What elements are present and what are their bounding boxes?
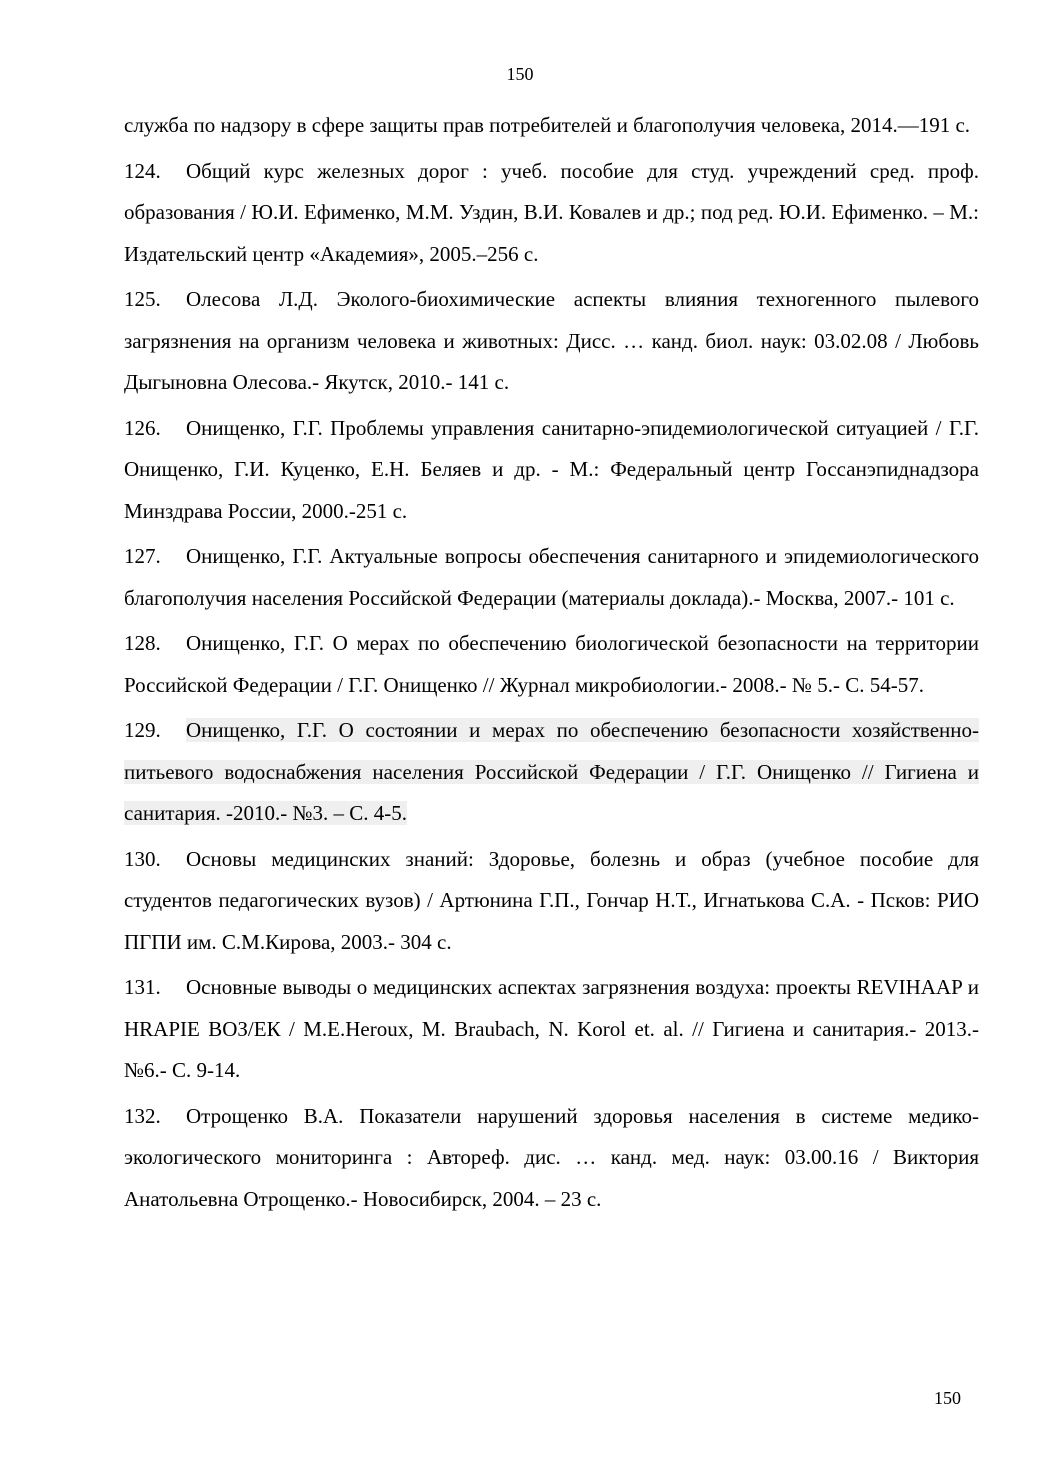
reference-item-128 [124, 623, 979, 706]
reference-item-129 [124, 710, 979, 835]
page-number-bottom: 150 [934, 1388, 961, 1408]
reference-item-127 [124, 536, 979, 619]
reference-number: 124. [124, 158, 161, 183]
reference-item-132 [124, 1096, 979, 1221]
reference-text: Олесова Л.Д. Эколого-биохимические аспекты влияния техногенного пылевого загрязнения на организм человека и животных: Дисс. … канд. биол. наук: 03.02.08 / Любовь Дыгыновна Олесова.- Якутск, 2010.- 141 с. [124, 287, 979, 394]
reference-number: 132. [124, 1103, 161, 1128]
reference-text: Онищенко, Г.Г. О мерах по обеспечению биологической безопасности на территории Российской Федерации / Г.Г. Онищенко // Журнал микробиологии.- 2008.- № 5.- С. 54-57. [124, 631, 979, 697]
reference-number: 128. [124, 631, 161, 655]
reference-item-126 [124, 408, 979, 533]
reference-list [124, 105, 979, 1224]
reference-text: Общий курс железных дорог : учеб. пособие для студ. учреждений сред. проф. образования / Ю.И. Ефименко, М.М. Уздин, В.И. Ковалев и др.; под ред. Ю.И. Ефименко. – М.: Издательский центр «Академия», 2005.–256 с. [124, 158, 979, 266]
reference-item-130 [124, 839, 979, 964]
reference-text-highlighted: Онищенко, Г.Г. О состоянии и мерах по обеспечению безопасности хозяйственно-питьевого водоснабжения населения Российской Федерации / Г.Г. Онищенко // Гигиена и санитария. -2010.- №3. – С. 4-5. [124, 718, 979, 825]
reference-text: Основы медицинских знаний: Здоровье, болезнь и образ (учебное пособие для студентов педагогических вузов) / Артюнина Г.П., Гончар Н.Т., Игнатькова С.А. - Псков: РИО ПГПИ им. С.М.Кирова, 2003.- 304 с. [124, 846, 979, 954]
reference-text: Онищенко, Г.Г. Проблемы управления санитарно-эпидемиологической ситуацией / Г.Г. Онищенко, Г.И. Куценко, Е.Н. Беляев и др. - М.: Федеральный центр Госсанэпиднадзора Минздрава России, 2000.-251 с. [124, 415, 979, 523]
reference-number: 130. [124, 846, 161, 871]
reference-item-131 [124, 967, 979, 1092]
reference-text: Отрощенко В.А. Показатели нарушений здоровья населения в системе медико-экологического мониторинга : Автореф. дис. … канд. мед. наук: 03.00.16 / Виктория Анатольевна Отрощенко.- Новосибирск, 2004. – 23 с. [124, 1103, 979, 1211]
reference-number: 131. [124, 975, 161, 999]
reference-text: Онищенко, Г.Г. Актуальные вопросы обеспечения санитарного и эпидемиологического благополучия населения Российской Федерации (материалы доклада).- Москва, 2007.- 101 с. [124, 544, 979, 610]
reference-item-124 [124, 151, 979, 276]
reference-text: Основные выводы о медицинских аспектах загрязнения воздуха: проекты REVIHAAP и HRAPIE ВОЗ/ЕК / M.E.Heroux, M. Braubach, N. Korol et. al. // Гигиена и санитария.- 2013.- №6.- С. 9-14. [124, 975, 979, 1082]
reference-number: 126. [124, 415, 161, 440]
reference-continuation [124, 105, 979, 147]
page-number-top: 150 [506, 64, 534, 84]
reference-item-125 [124, 279, 979, 404]
reference-number: 125. [124, 287, 161, 311]
reference-text: служба по надзору в сфере защиты прав потребителей и благополучия человека, 2014.—191 с. [124, 113, 971, 137]
reference-number: 127. [124, 544, 161, 568]
reference-number: 129. [124, 718, 161, 742]
